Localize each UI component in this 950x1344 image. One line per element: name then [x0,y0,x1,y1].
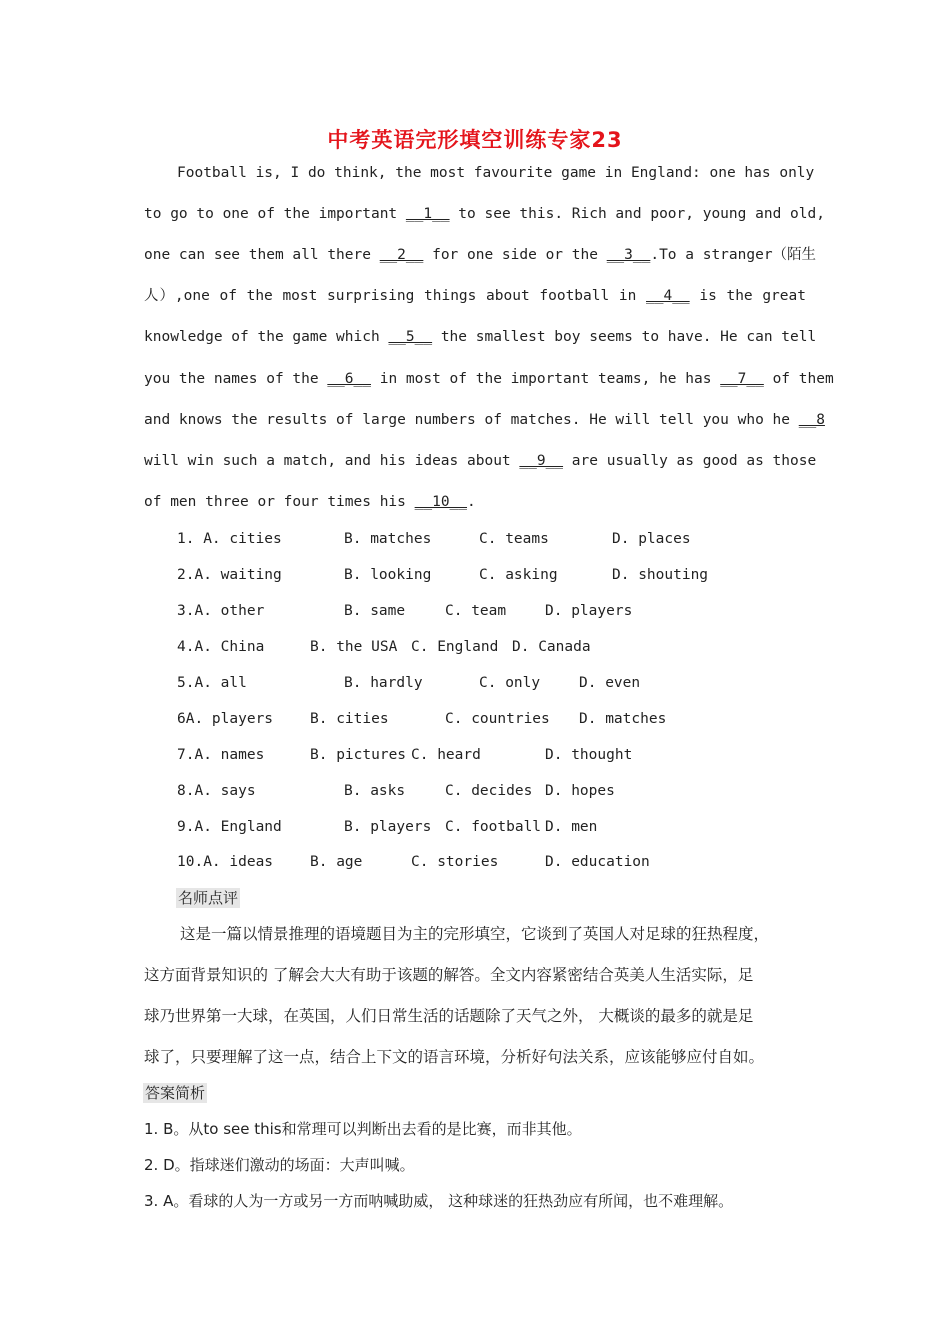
option-choice: 3.A. other [177,603,265,619]
passage-line [144,245,817,265]
option-choice: B. pictures [310,747,407,763]
option-choice: C. team [445,603,507,619]
option-choice: C. teams [479,531,549,547]
option-choice: C. countries [445,711,550,727]
option-choice: B. same [344,603,406,619]
passage-text: of men three or four times his [144,494,415,510]
passage-blank: __10__ [414,494,468,510]
passage-text: .To a stranger（陌生 [650,247,817,263]
option-choice: B. cities [310,711,389,727]
passage-text: you the names of the [144,371,328,387]
passage-text: for one side or the [423,247,607,263]
option-choice: C. football [445,819,542,835]
passage-line [144,286,806,306]
answer-analysis-label: 答案简析 [145,1084,206,1102]
comment-line: 球了，只要理解了这一点，结合上下文的语言环境，分析好句法关系，应该能够应付自如。 [144,1048,765,1066]
passage-line [177,163,815,183]
option-choice: C. stories [411,854,499,870]
document-title: 中考英语完形填空训练专家23 [327,128,623,152]
option-choice: B. asks [344,783,406,799]
answer-line: 1. B。从to see this和常理可以判断出去看的是比赛，而非其他。 [144,1120,582,1138]
option-choice: B. matches [344,531,432,547]
passage-blank: __6__ [327,371,371,387]
answer-line: 3. A。看球的人为一方或另一方而呐喊助威， 这种球迷的狂热劲应有所闻，也不难理解。 [144,1192,734,1210]
passage-blank: __5__ [388,329,433,345]
passage-text: knowledge of the game which [144,329,389,345]
passage-text: to see this. Rich and poor, young and old, [449,206,825,222]
passage-text: the smallest boy seems to have. He can tell [432,329,817,345]
option-choice: D. places [612,531,691,547]
option-choice: 2.A. waiting [177,567,282,583]
option-choice: C. heard [411,747,481,763]
option-choice: B. the USA [310,639,398,655]
option-choice: C. England [411,639,499,655]
passage-line [144,327,817,347]
comment-line: 球乃世界第一大球，在英国，人们日常生活的话题除了天气之外， 大概谈的最多的就是足 [144,1007,754,1025]
passage-text: of them [763,371,834,387]
option-choice: D. hopes [545,783,615,799]
option-choice: D. Canada [512,639,591,655]
passage-line [144,451,817,471]
passage-blank: __9__ [519,453,564,469]
passage-text: and knows the results of large numbers of matches. He will tell you who he [144,412,799,428]
passage-blank: __4__ [646,288,690,304]
option-choice: C. decides [445,783,533,799]
option-choice: 4.A. China [177,639,265,655]
passage-text: one can see them all there [144,247,380,263]
passage-text: 人）,one of the most surprising things about football in [144,288,647,304]
passage-text: Football is, I do think, the most favourite game in England: one has only [177,165,815,181]
passage-text: is the great [689,288,806,304]
passage-line [144,204,825,224]
passage-line [144,369,834,389]
option-choice: D. thought [545,747,633,763]
option-choice: 7.A. names [177,747,265,763]
option-choice: D. shouting [612,567,709,583]
option-choice: 8.A. says [177,783,256,799]
passage-blank: __1__ [405,206,450,222]
option-choice: 1. A. cities [177,531,282,547]
passage-text: are usually as good as those [563,453,817,469]
option-choice: D. matches [579,711,667,727]
option-choice: 10.A. ideas [177,854,274,870]
comment-line: 这方面背景知识的 了解会大大有助于该题的解答。全文内容紧密结合英美人生活实际，足 [144,966,754,984]
option-choice: D. education [545,854,650,870]
passage-text: to go to one of the important [144,206,406,222]
option-choice: D. players [545,603,633,619]
option-choice: D. even [579,675,641,691]
option-choice: 6A. players [177,711,274,727]
comment-line: 这是一篇以情景推理的语境题目为主的完形填空，它谈到了英国人对足球的狂热程度， [180,925,770,943]
passage-blank: __2__ [379,247,424,263]
option-choice: D. men [545,819,598,835]
option-choice: 5.A. all [177,675,247,691]
passage-text: in most of the important teams, he has [370,371,721,387]
passage-line [144,492,806,512]
answer-line: 2. D。指球迷们激动的场面：大声叫喊。 [144,1156,415,1174]
teacher-comment-label: 名师点评 [178,889,239,907]
option-choice: B. players [344,819,432,835]
option-choice: B. looking [344,567,432,583]
option-choice: 9.A. England [177,819,282,835]
passage-blank: __8 [798,412,825,428]
passage-text: will win such a match, and his ideas about [144,453,520,469]
option-choice: B. hardly [344,675,423,691]
passage-blank: __3__ [606,247,651,263]
passage-text: . [467,494,476,510]
option-choice: C. asking [479,567,558,583]
passage-blank: __7__ [720,371,764,387]
option-choice: C. only [479,675,541,691]
passage-line [144,410,825,430]
option-choice: B. age [310,854,363,870]
